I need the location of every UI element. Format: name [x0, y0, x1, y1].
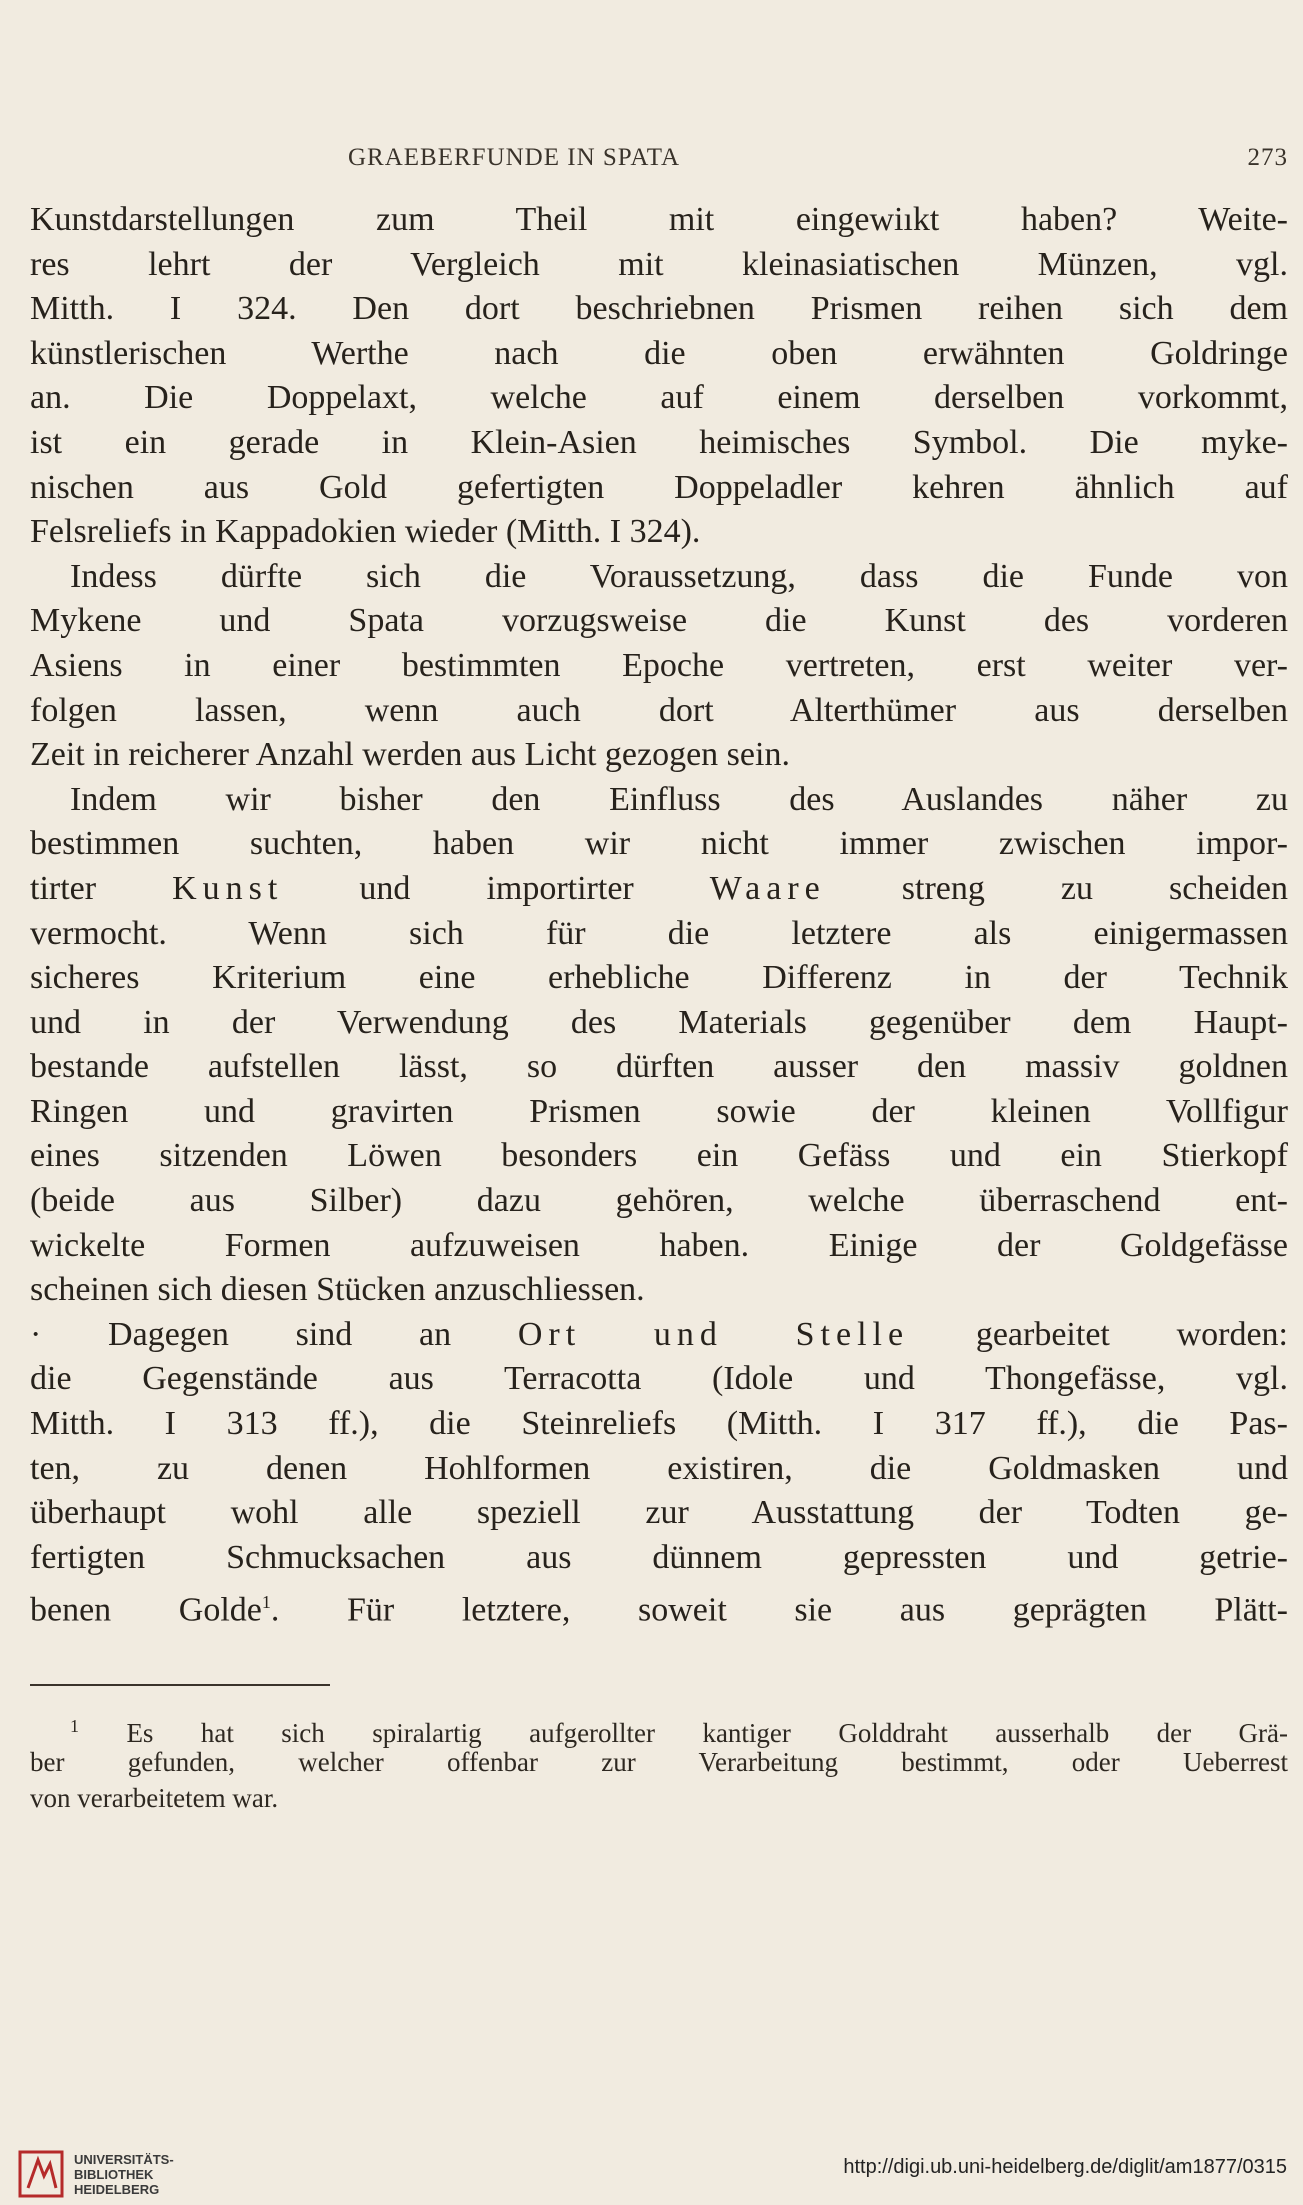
text-line — [30, 1580, 1289, 1629]
text-line: fertigten Schmucksachen aus dünnem gepressten und getrie- — [30, 1538, 1288, 1576]
line-part: und importirter — [283, 869, 710, 907]
text-line: bestande aufstellen lässt, so dürften ausser den massiv goldnen — [30, 1048, 1288, 1086]
footnote-line: von verarbeitetem war. — [30, 1783, 279, 1813]
text-line: sicheres Kriterium eine erhebliche Differenz in der Technik — [30, 959, 1288, 997]
text-line: nischen aus Gold gefertigten Doppeladler kehren ähnlich auf — [30, 468, 1288, 506]
text-line: vermocht. Wenn sich für die letztere als einigermassen — [30, 914, 1288, 952]
text-line: Mitth. I 324. Den dort beschriebnen Prismen reihen sich dem — [30, 290, 1288, 328]
text-line: ist ein gerade in Klein-Asien heimisches Symbol. Die myke- — [30, 423, 1288, 461]
text-line: Felsreliefs in Kappadokien wieder (Mitth. I 324). — [30, 513, 701, 551]
line-part: streng zu scheiden — [825, 869, 1289, 907]
text-line: künstlerischen Werthe nach die oben erwähnten Goldringe — [30, 334, 1288, 372]
line-part: · Dagegen sind an — [30, 1315, 518, 1353]
footnote-line — [30, 1708, 1288, 1748]
text-line: Zeit in reicherer Anzahl werden aus Licht gezogen sein. — [30, 736, 790, 774]
source-url[interactable]: http://digi.ub.uni-heidelberg.de/diglit/am1877/0315 — [843, 2156, 1287, 2178]
line-part: gearbeitet worden: — [909, 1315, 1288, 1353]
footnote — [30, 1708, 1288, 1816]
text-line: Indem wir bisher den Einfluss des Auslandes näher zu — [70, 780, 1288, 818]
page-header — [30, 144, 1288, 184]
line-part: tirter — [30, 869, 173, 907]
line-part: Für letztere, soweit sie aus geprägten Plätt- — [347, 1591, 1289, 1629]
text-line: Ringen und gravirten Prismen sowie der kleinen Vollfigur — [30, 1092, 1288, 1130]
text-line: folgen lassen, wenn auch dort Alterthümer aus derselben — [30, 691, 1288, 729]
footnote-marker: 1 — [70, 1716, 79, 1736]
text-line — [30, 867, 1288, 912]
running-head: GRAEBERFUNDE IN SPATA — [348, 144, 681, 171]
line-part: . — [270, 1591, 280, 1629]
page-number: 273 — [1247, 144, 1288, 171]
text-line: eines sitzenden Löwen besonders ein Gefäss und ein Stierkopf — [30, 1137, 1288, 1175]
text-line: an. Die Doppelaxt, welche auf einem derselben vorkommt, — [30, 379, 1288, 417]
spaced-word: Ort und Stelle — [517, 1315, 910, 1353]
text-line: Mitth. I 313 ff.), die Steinreliefs (Mitth. I 317 ff.), die Pas- — [30, 1405, 1288, 1443]
text-line: überhaupt wohl alle speziell zur Ausstattung der Todten ge- — [30, 1494, 1288, 1532]
text-line: Indess dürfte sich die Voraussetzung, dass die Funde von — [70, 557, 1288, 595]
footnote-reference[interactable]: 1 — [261, 1592, 271, 1613]
text-line: Asiens in einer bestimmten Epoche vertreten, erst weiter ver- — [30, 646, 1288, 684]
footnote-text: Es hat sich spiralartig aufgerollter kantiger Golddraht ausserhalb der Grä- — [126, 1718, 1288, 1748]
text-line: Mykene und Spata vorzugsweise die Kunst des vorderen — [30, 602, 1288, 640]
spaced-word: Kunst — [172, 869, 284, 907]
text-line: res lehrt der Vergleich mit kleinasiatischen Münzen, vgl. — [30, 245, 1288, 283]
text-line: ten, zu denen Hohlformen existiren, die Goldmasken und — [30, 1449, 1288, 1487]
library-logo-text — [74, 2152, 174, 2197]
text-line: Kunstdarstellungen zum Theil mit eingewiıkt haben? Weite- — [30, 201, 1288, 238]
text-line — [30, 1313, 1288, 1358]
logo-line: UNIVERSITÄTS- — [74, 2152, 174, 2167]
line-part: benen Golde — [30, 1591, 262, 1629]
text-line: die Gegenstände aus Terracotta (Idole und Thongefässe, vgl. — [30, 1360, 1288, 1398]
text-line: scheinen sich diesen Stücken anzuschliessen. — [30, 1271, 645, 1309]
spaced-word: Waare — [709, 869, 826, 907]
footnote-line: ber gefunden, welcher offenbar zur Verarbeitung bestimmt, oder Ueberrest — [30, 1747, 1288, 1777]
text-line: und in der Verwendung des Materials gegenüber dem Haupt- — [30, 1003, 1288, 1041]
library-logo[interactable] — [16, 2148, 236, 2200]
logo-line: BIBLIOTHEK — [74, 2167, 154, 2182]
body-text — [30, 198, 1289, 1629]
text-line: (beide aus Silber) dazu gehören, welche überraschend ent- — [30, 1182, 1288, 1220]
text-line: wickelte Formen aufzuweisen haben. Einige der Goldgefässe — [30, 1226, 1288, 1264]
text-line: bestimmen suchten, haben wir nicht immer zwischen impor- — [30, 825, 1288, 863]
footnote-divider — [30, 1684, 330, 1686]
library-logo-icon — [16, 2148, 66, 2200]
logo-line: HEIDELBERG — [74, 2182, 160, 2197]
